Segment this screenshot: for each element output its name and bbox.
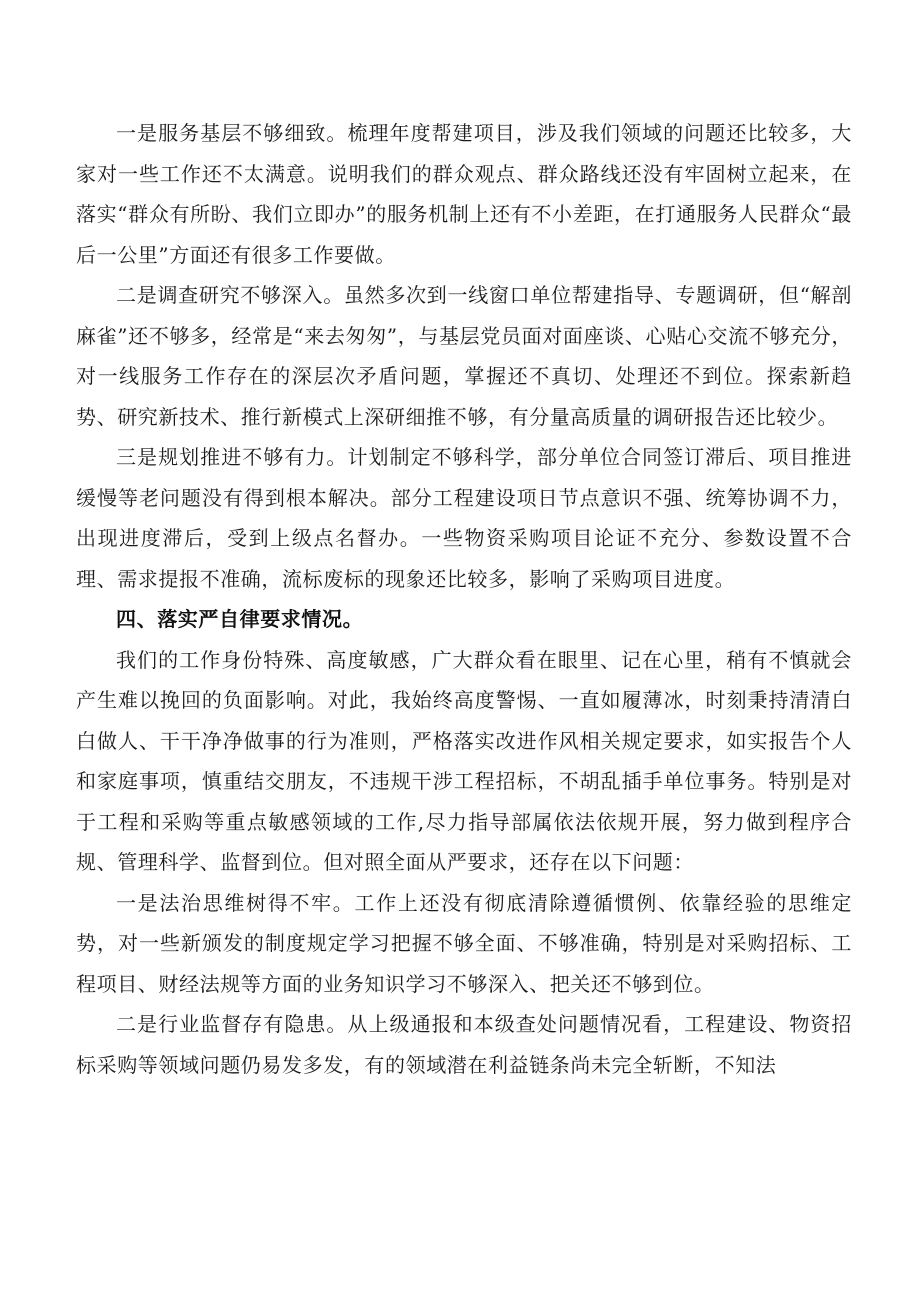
paragraph-rule-of-law: 一是法治思维树得不牢。工作上还没有彻底清除遵循惯例、依靠经验的思维定势，对一些新颁发的制度规定学习把握不够全面、不够准确，特别是对采购招标、工程项目、财经法规等方面的业务知识学习不够深入、把关还不够到位。 xyxy=(76,890,852,996)
paragraph-planning: 三是规划推进不够有力。计划制定不够科学，部分单位合同签订滞后、项目推进缓慢等老问题没有得到根本解决。部分工程建设项日节点意识不强、统筹协调不力，出现进度滞后，受到上级点名督办。一些物资采购项目论证不充分、参数设置不合理、需求提报不准确，流标废标的现象还比较多，影响了采购项目进度。 xyxy=(76,445,852,591)
paragraph-service-grassroots: 一是服务基层不够细致。梳理年度帮建项目，涉及我们领域的问题还比较多，大家对一些工作还不太满意。说明我们的群众观点、群众路线还没有牢固树立起来，在落实“群众有所盼、我们立即办”的服务机制上还有不小差距，在打通服务人民群众“最后一公里”方面还有很多工作要做。 xyxy=(76,121,852,267)
paragraph-research: 二是调查研究不够深入。虽然多次到一线窗口单位帮建指导、专题调研，但“解剖麻雀”还不够多，经常是“来去匆匆”，与基层党员面对面座谈、心贴心交流不够充分，对一线服务工作存在的深层次矛盾问题，掌握还不真切、处理还不到位。探索新趋势、研究新技术、推行新模式上深研细推不够，有分量高质量的调研报告还比较少。 xyxy=(76,283,852,429)
paragraph-supervision: 二是行业监督存有隐患。从上级通报和本级查处问题情况看，工程建设、物资招标采购等领域问题仍易发多发，有的领域潜在利益链条尚未完全斩断，不知法 xyxy=(76,1012,852,1077)
section-heading-self-discipline: 四、落实严自律要求情况。 xyxy=(116,607,364,631)
document-body xyxy=(76,113,852,1085)
paragraph-self-discipline: 我们的工作身份特殊、高度敏感，广大群众看在眼里、记在心里，稍有不慎就会产生难以挽回的负面影响。对此，我始终高度警惕、一直如履薄冰，时刻秉持清清白白做人、干干净净做事的行为准则，严格落实改进作风相关规定要求，如实报告个人和家庭事项，慎重结交朋友，不违规干涉工程招标，不胡乱插手单位事务。特别是对于工程和采购等重点敏感领域的工作,尽力指导部属依法依规开展，努力做到程序合规、管理科学、监督到位。但对照全面从严要求，还存在以下问题： xyxy=(76,647,852,874)
